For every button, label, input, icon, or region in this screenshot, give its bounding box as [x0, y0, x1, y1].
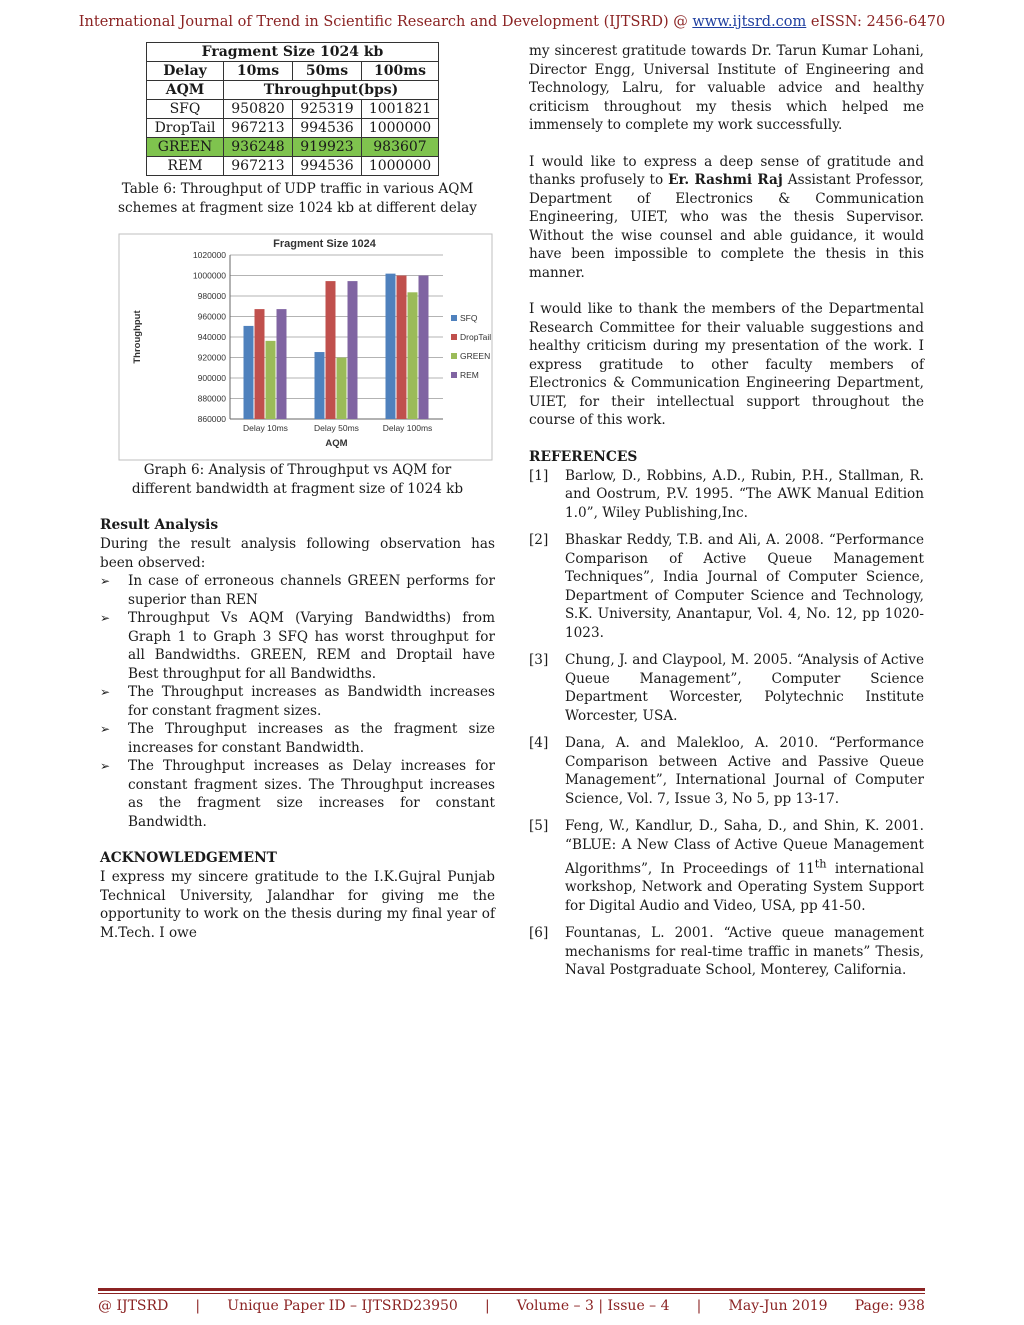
arrow-bullet-icon: ➢	[100, 722, 111, 736]
chart-title: Fragment Size 1024	[273, 238, 376, 250]
bar-sfq	[386, 274, 396, 419]
legend-swatch	[451, 372, 457, 378]
y-tick-label: 920000	[197, 352, 226, 363]
acknowledgement-paragraph-2: I would like to express a deep sense of gratitude and thanks profusely to Er. Rashmi Raj Assistant Professor, Department of Electronics & Communication Engineering, UIET, who was the thesis Supervisor. Without the wise counsel and able guidance, it would have been impossible to complete the thesis in this manner.	[529, 153, 925, 281]
throughput-table	[146, 42, 439, 176]
bar-droptail	[255, 309, 265, 419]
bar-rem	[348, 281, 358, 419]
table-cell: 925319	[293, 100, 362, 119]
supervisor-name: Er. Rashmi Raj	[668, 172, 783, 188]
reference-number: [6]	[529, 925, 549, 942]
legend-swatch	[451, 353, 457, 359]
reference-item	[529, 924, 924, 980]
table-delay-col: 10ms	[224, 62, 293, 81]
reference-number: [5]	[529, 818, 549, 834]
footer-divider-thin	[98, 1293, 925, 1294]
table-row	[147, 100, 439, 119]
table-row-name: GREEN	[147, 138, 224, 157]
right-column	[529, 42, 924, 989]
bar-green	[266, 341, 276, 419]
reference-number: [3]	[529, 652, 549, 668]
legend-label: GREEN	[460, 351, 491, 361]
reference-item	[529, 651, 924, 725]
table-row-highlighted	[147, 138, 439, 157]
y-axis-label: Throughput	[132, 310, 143, 364]
bar-rem	[419, 276, 429, 420]
reference-number: [2]	[529, 532, 549, 548]
legend-swatch	[451, 315, 457, 321]
table-cell: 994536	[293, 119, 362, 138]
table-delay-col: 100ms	[362, 62, 439, 81]
bar-sfq	[244, 326, 254, 419]
reference-item	[529, 734, 924, 808]
table-row-name: SFQ	[147, 100, 224, 119]
footer-divider	[98, 1288, 925, 1291]
references-title: REFERENCES	[529, 448, 638, 465]
list-item: ➢ Throughput Vs AQM (Varying Bandwidths) from Graph 1 to Graph 3 SFQ has worst throughput for all Bandwidths. GREEN, REM and Droptail have Best throughput for all Bandwidths.	[100, 610, 495, 682]
result-bullets	[100, 572, 495, 831]
table-cell: 967213	[224, 119, 293, 138]
y-tick-label: 1000000	[192, 270, 226, 281]
running-footer: @ IJTSRD | Unique Paper ID – IJTSRD23950 | Volume – 3 | Issue – 4 | May-Jun 2019 Page: 938	[98, 1298, 925, 1314]
reference-text: Chung, J. and Claypool, M. 2005. “Analysis of Active Queue Management”, Computer Science Department Worcester, Polytechnic Institute Worcester, USA.	[565, 652, 924, 724]
table-aqm-label: AQM	[147, 81, 224, 100]
table-delay-label: Delay	[147, 62, 224, 81]
footer-paper-id: Unique Paper ID – IJTSRD23950	[227, 1298, 458, 1314]
bar-green	[408, 292, 418, 419]
table-delay-col: 50ms	[293, 62, 362, 81]
arrow-bullet-icon: ➢	[100, 574, 111, 588]
table-cell: 967213	[224, 157, 293, 176]
table-caption: Table 6: Throughput of UDP traffic in various AQM schemes at fragment size 1024 kb at different delay	[118, 181, 477, 216]
reference-item	[529, 531, 924, 642]
reference-text: Bhaskar Reddy, T.B. and Ali, A. 2008. “Performance Comparison of Active Queue Management Techniques”, India Journal of Computer Science, Department of Computer Science and Technology, S.K. University, Anantapur, Vol. 4, No. 12, pp 1020-1023.	[565, 532, 924, 641]
list-item: ➢ The Throughput increases as Bandwidth increases for constant fragment sizes.	[100, 684, 495, 719]
header-text: International Journal of Trend in Scientific Research and Development (IJTSRD) @	[78, 14, 693, 30]
legend-label: REM	[460, 370, 479, 380]
header-link[interactable]: www.ijtsrd.com	[692, 14, 807, 30]
acknowledgement-paragraph-3: I would like to thank the members of the Departmental Research Committee for their valuable suggestions and healthy criticism during my presentation of the work. I express gratitude to other faculty members of Electronics & Communication Engineering Department, UIET, for their intellectual support throughout the course of this work.	[529, 301, 924, 428]
x-tick-label: Delay 10ms	[243, 423, 288, 433]
reference-text: Barlow, D., Robbins, A.D., Rubin, P.H., Stallman, R. and Oostrum, P.V. 1995. “The AWK Manual Edition 1.0”, Wiley Publishing,Inc.	[565, 467, 924, 521]
y-tick-label: 940000	[197, 332, 226, 342]
y-tick-label: 980000	[197, 291, 226, 301]
reference-number: [4]	[529, 735, 549, 751]
reference-text: Feng, W., Kandlur, D., Saha, D., and Shin, K. 2001. “BLUE: A New Class of Active Queue Management Algorithms”, In Proceedings of 11th international workshop, Network and Operating System Support for Digital Audio and Video, USA, pp 41-50.	[565, 818, 924, 914]
header-issn: eISSN: 2456-6470	[806, 14, 946, 30]
list-item: ➢ In case of erroneous channels GREEN performs for superior than REN	[100, 573, 495, 608]
arrow-bullet-icon: ➢	[100, 759, 111, 773]
result-analysis-title: Result Analysis	[100, 517, 219, 533]
y-tick-label: 1020000	[192, 250, 226, 260]
table-cell: 950820	[224, 100, 293, 119]
arrow-bullet-icon: ➢	[100, 611, 111, 625]
y-tick-label: 900000	[197, 373, 226, 383]
acknowledgement-title: ACKNOWLEDGEMENT	[100, 850, 277, 866]
arrow-bullet-icon: ➢	[100, 685, 111, 699]
legend-label: SFQ	[460, 313, 478, 323]
table-cell: 1000000	[362, 157, 439, 176]
reference-text: Dana, A. and Malekloo, A. 2010. “Performance Comparison between Active and Passive Queue Management”, International Journal of Computer Science, Vol. 7, Issue 3, No 5, pp 13-17.	[565, 735, 924, 807]
x-tick-label: Delay 100ms	[382, 423, 433, 433]
graph-caption: Graph 6: Analysis of Throughput vs AQM for different bandwidth at fragment size of 1024 kb	[131, 462, 464, 497]
reference-item	[529, 817, 924, 915]
bar-droptail	[397, 276, 407, 420]
x-tick-label: Delay 50ms	[314, 423, 359, 433]
table-title: Fragment Size 1024 kb	[147, 43, 439, 62]
table-row-name: DropTail	[147, 119, 224, 138]
footer-volume: Volume – 3 | Issue – 4	[516, 1298, 670, 1314]
x-axis-label: AQM	[325, 438, 348, 449]
table-row-name: REM	[147, 157, 224, 176]
throughput-chart	[118, 233, 493, 461]
bar-rem	[277, 309, 287, 419]
table-cell: 1001821	[362, 100, 439, 119]
acknowledgement-continued: my sincerest gratitude towards Dr. Tarun Kumar Lohani, Director Engg, Universal Institute of Engineering and Technology, Lalru, for valuable advice and healthy criticism throughout my thesis which helped me immensely to complete my work successfully.	[529, 43, 924, 133]
table-row	[147, 119, 439, 138]
left-column	[100, 42, 495, 942]
reference-item	[529, 467, 924, 523]
legend-swatch	[451, 334, 457, 340]
legend-label: DropTail	[460, 332, 492, 342]
bar-sfq	[315, 352, 325, 419]
bar-droptail	[326, 281, 336, 419]
chart-svg	[118, 233, 493, 461]
y-tick-label: 960000	[197, 311, 226, 322]
table-cell: 1000000	[362, 119, 439, 138]
acknowledgement-paragraph: I express my sincere gratitude to the I.K.Gujral Punjab Technical University, Jalandhar for giving me the opportunity to work on the thesis during my final year of M.Tech. I owe	[100, 869, 495, 941]
footer-site: @ IJTSRD	[98, 1298, 169, 1314]
table-cell: 936248	[224, 138, 293, 157]
y-tick-label: 880000	[197, 393, 226, 404]
reference-text: Fountanas, L. 2001. “Active queue management mechanisms for real-time traffic in manets” Thesis, Naval Postgraduate School, Monterey, California.	[565, 925, 924, 979]
table-row	[147, 157, 439, 176]
footer-date: May-Jun 2019	[728, 1298, 828, 1314]
table-cell: 983607	[362, 138, 439, 157]
list-item: ➢ The Throughput increases as Delay increases for constant fragment sizes. The Throughput increases as the fragment size increases for constant Bandwidth.	[100, 758, 495, 830]
bar-green	[337, 358, 347, 419]
table-throughput-label: Throughput(bps)	[224, 81, 439, 100]
reference-number: [1]	[529, 467, 549, 484]
chart-frame	[119, 234, 492, 460]
y-tick-label: 860000	[197, 414, 226, 424]
running-header	[0, 14, 1024, 30]
table-cell: 994536	[293, 157, 362, 176]
footer-page: Page: 938	[854, 1298, 925, 1314]
list-item: ➢ The Throughput increases as the fragment size increases for constant Bandwidth.	[100, 721, 495, 756]
result-intro: During the result analysis following observation has been observed:	[100, 536, 495, 571]
table-cell: 919923	[293, 138, 362, 157]
